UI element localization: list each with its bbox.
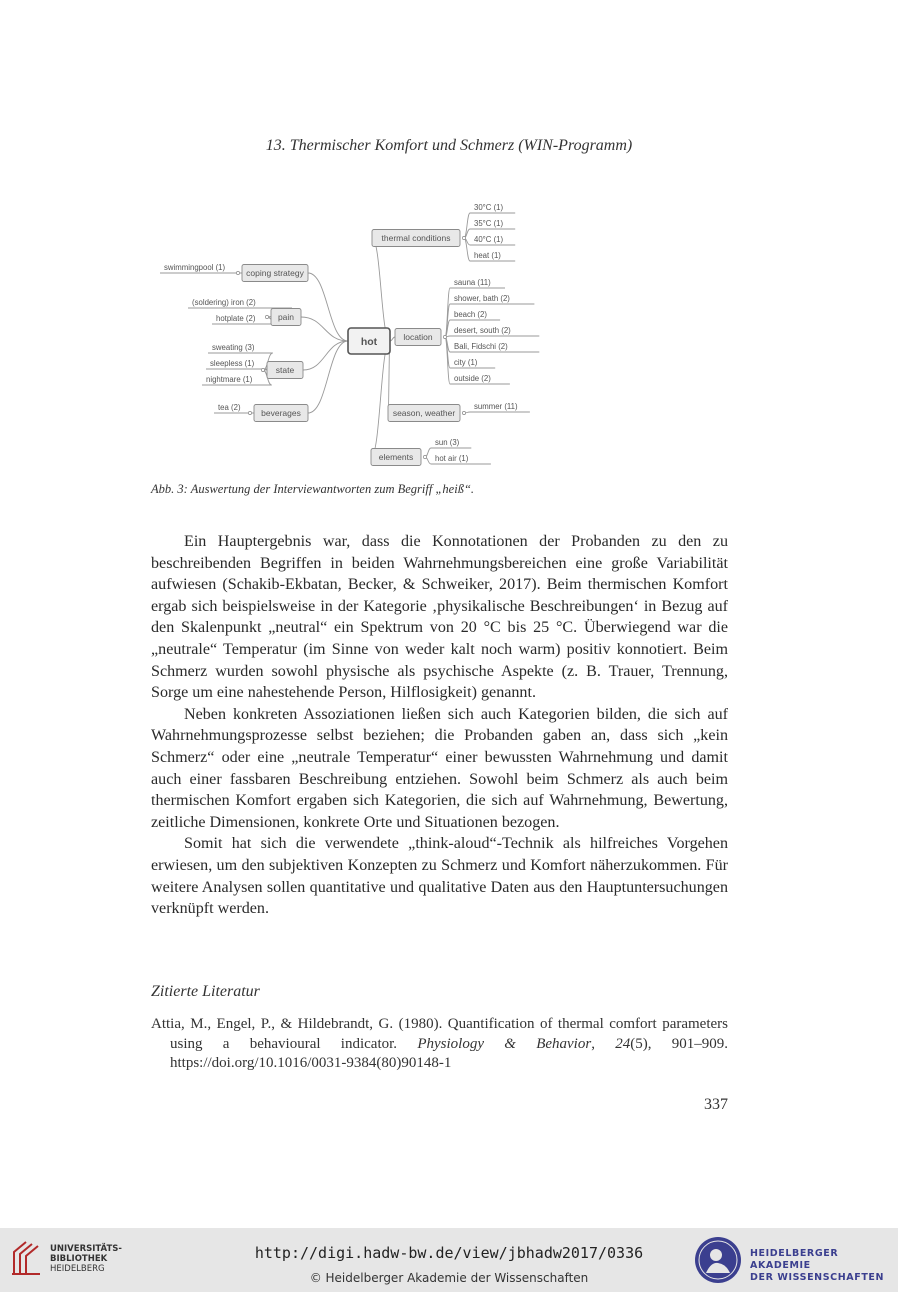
references-heading: Zitierte Literatur xyxy=(151,983,260,1000)
running-head: 13. Thermischer Komfort und Schmerz (WIN-Programm) xyxy=(265,137,633,154)
center-node-label: hot xyxy=(360,336,378,348)
paragraph-3: Somit hat sich die verwendete „think-aloud“-Technik als hilfreiches Vorgehen erwiesen, um den subjektiven Konzepten zu Schmerz und Komfort näherzukommen. Für weitere Analysen sollen quantitative und qualitative Daten aus den Hauptuntersuchungen verknüpft werden. xyxy=(151,835,728,918)
leaf-label: sleepless (1) xyxy=(210,359,255,368)
reference-journal: Physiology & Behavior xyxy=(417,1035,592,1052)
footer-copyright: © Heidelberger Akademie der Wissenschaften xyxy=(309,1271,589,1285)
leaf-label: summer (11) xyxy=(474,402,518,411)
branch-label: pain xyxy=(277,312,295,322)
leaf-label: hotplate (2) xyxy=(216,314,256,323)
paragraph-2: Neben konkreten Assoziationen ließen sich auch Kategorien bilden, die sich auf Wahrnehmungsprozesse selbst beziehen; die Probanden gaben an, dass sich „kein Schmerz“ oder eine „neutrale Temperatur“ einer bewussten Wahrnehmung und damit auch einer fassbaren Beschreibung entziehen. Sowohl beim Schmerz als auch beim thermischen Komfort ergaben sich Kategorien, die sich auf Wahrnehmung, Bewertung, zeitliche Dimensionen, konkrete Orte und Situationen bezogen. xyxy=(151,705,728,831)
leaf-label: Bali, Fidschi (2) xyxy=(454,342,508,351)
reference-authors: Attia, M., Engel, P., & Hildebrandt, G. (1980). Quantification of thermal comfort parameters using a behavioural indicator. xyxy=(151,1016,728,1052)
academy-seal-icon xyxy=(693,1235,743,1285)
branch-label: location xyxy=(403,332,433,342)
page-number: 337 xyxy=(704,1096,728,1113)
leaf-label: beach (2) xyxy=(454,310,487,319)
leaf-label: (soldering) iron (2) xyxy=(192,298,256,307)
leaf-label: sauna (11) xyxy=(454,278,491,287)
university-library-name: UNIVERSITÄTS- BIBLIOTHEK HEIDELBERG xyxy=(50,1244,122,1274)
paragraph-1: Ein Hauptergebnis war, dass die Konnotationen der Probanden zu den zu beschreibenden Begriffen in beiden Wahrnehmungsbereichen eine große Variabilität aufwiesen (Schakib-Ekbatan, Becker, & Schweiker, 2017). Beim thermischen Komfort ergab sich beispielsweise in der Kategorie ‚physikalische Beschreibungen‘ in Bezug auf den Skalenpunkt „neutral“ ein Spektrum von 20 °C bis 25 °C. Überwiegend war die „neutrale“ Temperatur (im Sinne von weder kalt noch warm) positiv konnotiert. Beim Schmerz wurden sowohl physische als psychische Aspekte (z. B. Trauer, Trennung, Sorge um eine nahestehende Person, Hilflosigkeit) genannt. xyxy=(151,533,728,702)
leaf-label: tea (2) xyxy=(218,403,241,412)
branch-label: beverages xyxy=(261,408,301,418)
footer-bar xyxy=(0,1228,898,1292)
branch-label: coping strategy xyxy=(246,268,304,278)
branch-label: state xyxy=(275,365,295,375)
leaf-label: 30°C (1) xyxy=(474,203,504,212)
leaf-label: 35°C (1) xyxy=(474,219,504,228)
branch-label: season, weather xyxy=(392,408,456,418)
leaf-label: outside (2) xyxy=(454,374,491,383)
mind-map-diagram xyxy=(150,195,540,475)
reference-rest: (5), 901–909. https://doi.org/10.1016/0031-9384(80)90148-1 xyxy=(170,1035,728,1071)
leaf-label: city (1) xyxy=(454,358,478,367)
leaf-label: sweating (3) xyxy=(212,343,255,352)
figure-caption: Abb. 3: Auswertung der Interviewantworten zum Begriff „heiß“. xyxy=(151,482,475,496)
leaf-label: nightmare (1) xyxy=(206,375,253,384)
body-text xyxy=(151,531,728,920)
reference-volume: 24 xyxy=(615,1035,631,1052)
leaf-label: desert, south (2) xyxy=(454,326,511,335)
leaf-label: 40°C (1) xyxy=(474,235,504,244)
reference-entry: Attia, M., Engel, P., & Hildebrandt, G. (1980). Quantification of thermal comfort parameters using a behavioural indicator. Physiology & Behavior, 24(5), 901–909. https://doi.org/10.1016/0031-9384(80)90148-1 xyxy=(151,1016,728,1071)
academy-name: HEIDELBERGER AKADEMIE DER WISSENSCHAFTEN xyxy=(750,1248,885,1283)
leaf-label: swimmingpool (1) xyxy=(164,263,226,272)
branch-label: elements xyxy=(378,452,414,462)
leaf-label: heat (1) xyxy=(474,251,501,260)
footer-url[interactable]: http://digi.hadw-bw.de/view/jbhadw2017/0336 xyxy=(254,1244,644,1262)
branch-label: thermal conditions xyxy=(381,233,451,243)
leaf-label: hot air (1) xyxy=(435,454,469,463)
leaf-label: sun (3) xyxy=(435,438,460,447)
leaf-label: shower, bath (2) xyxy=(454,294,510,303)
